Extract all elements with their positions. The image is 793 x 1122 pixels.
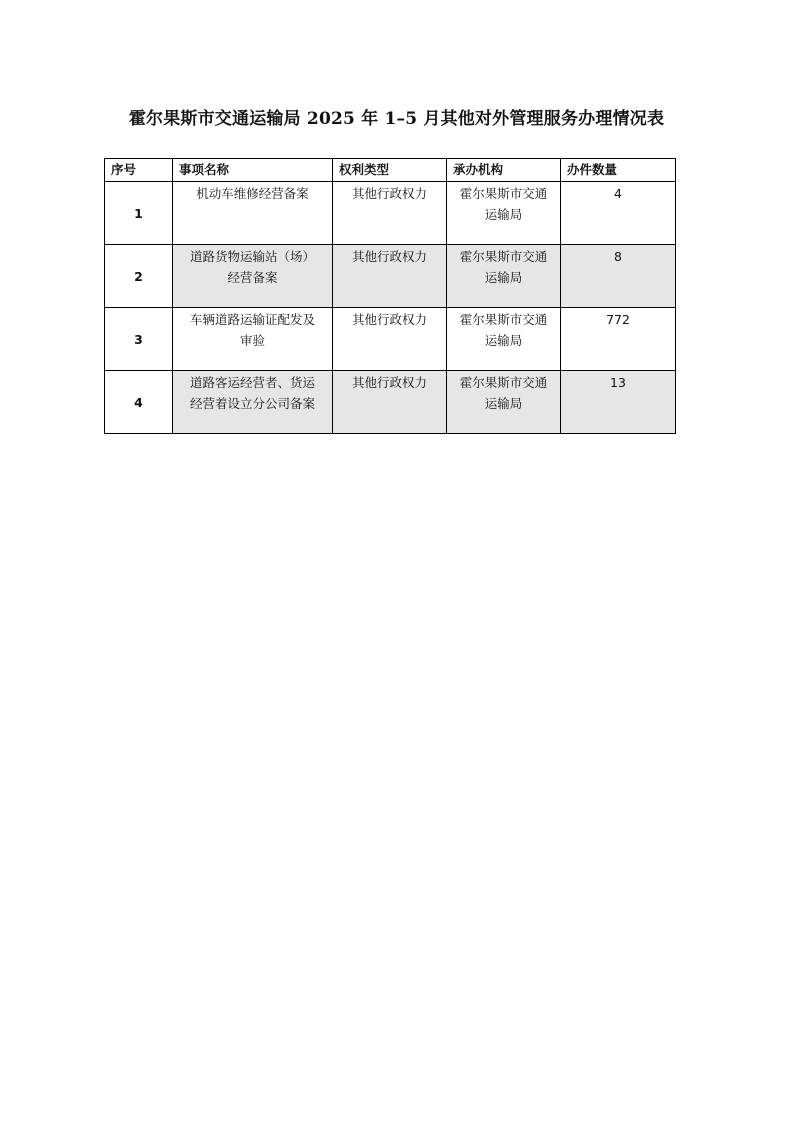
row-number: 2: [105, 245, 173, 308]
page-title: 霍尔果斯市交通运输局 2025 年 1–5 月其他对外管理服务办理情况表: [128, 109, 665, 129]
header-handling-org: 承办机构: [447, 159, 561, 182]
handling-org-line: 运输局: [484, 333, 523, 348]
item-name-line: 道路客运经营者、货运: [189, 375, 315, 390]
right-type: 其他行政权力: [333, 308, 447, 371]
item-name-line: 车辆道路运输证配发及: [189, 312, 315, 327]
handling-org-line: 霍尔果斯市交通: [459, 249, 548, 264]
handling-org: [447, 245, 561, 308]
row-number: 4: [105, 371, 173, 434]
header-item-name: 事项名称: [173, 159, 333, 182]
header-right-type: 权利类型: [333, 159, 447, 182]
item-name: [173, 182, 333, 245]
item-name-line: 道路货物运输站（场）: [189, 249, 315, 264]
handling-org-line: 运输局: [484, 270, 523, 285]
table-row: [105, 245, 676, 308]
item-name-line: 审验: [239, 333, 265, 348]
item-name: [173, 245, 333, 308]
row-number: 3: [105, 308, 173, 371]
case-count: 4: [561, 182, 676, 245]
handling-org-line: 运输局: [484, 396, 523, 411]
services-table: [104, 158, 676, 434]
table-row: [105, 371, 676, 434]
handling-org-line: 霍尔果斯市交通: [459, 186, 548, 201]
item-name-line: 经营备案: [227, 270, 278, 285]
case-count: 8: [561, 245, 676, 308]
item-name: [173, 308, 333, 371]
handling-org: [447, 308, 561, 371]
table-row: [105, 308, 676, 371]
header-case-count: 办件数量: [561, 159, 676, 182]
table-header-row: [105, 159, 676, 182]
handling-org-line: 运输局: [484, 207, 523, 222]
item-name-line: 机动车维修经营备案: [196, 186, 309, 201]
header-no: 序号: [105, 159, 173, 182]
item-name-line: 经营着设立分公司备案: [189, 396, 315, 411]
handling-org: [447, 371, 561, 434]
item-name: [173, 371, 333, 434]
handling-org-line: 霍尔果斯市交通: [459, 312, 548, 327]
right-type: 其他行政权力: [333, 182, 447, 245]
handling-org-line: 霍尔果斯市交通: [459, 375, 548, 390]
right-type: 其他行政权力: [333, 245, 447, 308]
right-type: 其他行政权力: [333, 371, 447, 434]
case-count: 772: [561, 308, 676, 371]
case-count: 13: [561, 371, 676, 434]
row-number: 1: [105, 182, 173, 245]
handling-org: [447, 182, 561, 245]
table-row: [105, 182, 676, 245]
